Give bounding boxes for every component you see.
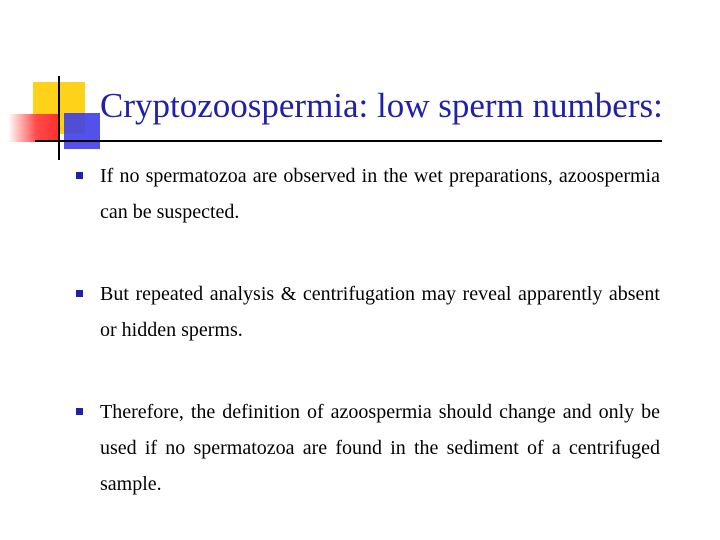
- square-bullet-icon: [76, 408, 83, 415]
- decorative-blue-square: [64, 113, 100, 149]
- bullet-item: [76, 394, 660, 502]
- bullet-text: Therefore, the definition of azoospermia should change and only be used if no spermatozoa are found in the sediment of a centrifuged sample.: [100, 401, 660, 495]
- bullet-item: [76, 276, 660, 348]
- bullet-text: If no spermatozoa are observed in the wet preparations, azoospermia can be suspected.: [100, 165, 660, 223]
- square-bullet-icon: [76, 172, 83, 179]
- title-underline: [96, 140, 662, 142]
- slide-title: Cryptozoospermia: low sperm numbers:: [100, 86, 663, 125]
- bullet-item: [76, 158, 660, 230]
- decorative-red-gradient-bar: [8, 114, 60, 142]
- decorative-vertical-line: [58, 76, 60, 160]
- bullet-text: But repeated analysis & centrifugation may reveal apparently absent or hidden sperms.: [100, 283, 660, 341]
- bullet-list: [76, 158, 660, 502]
- square-bullet-icon: [76, 290, 83, 297]
